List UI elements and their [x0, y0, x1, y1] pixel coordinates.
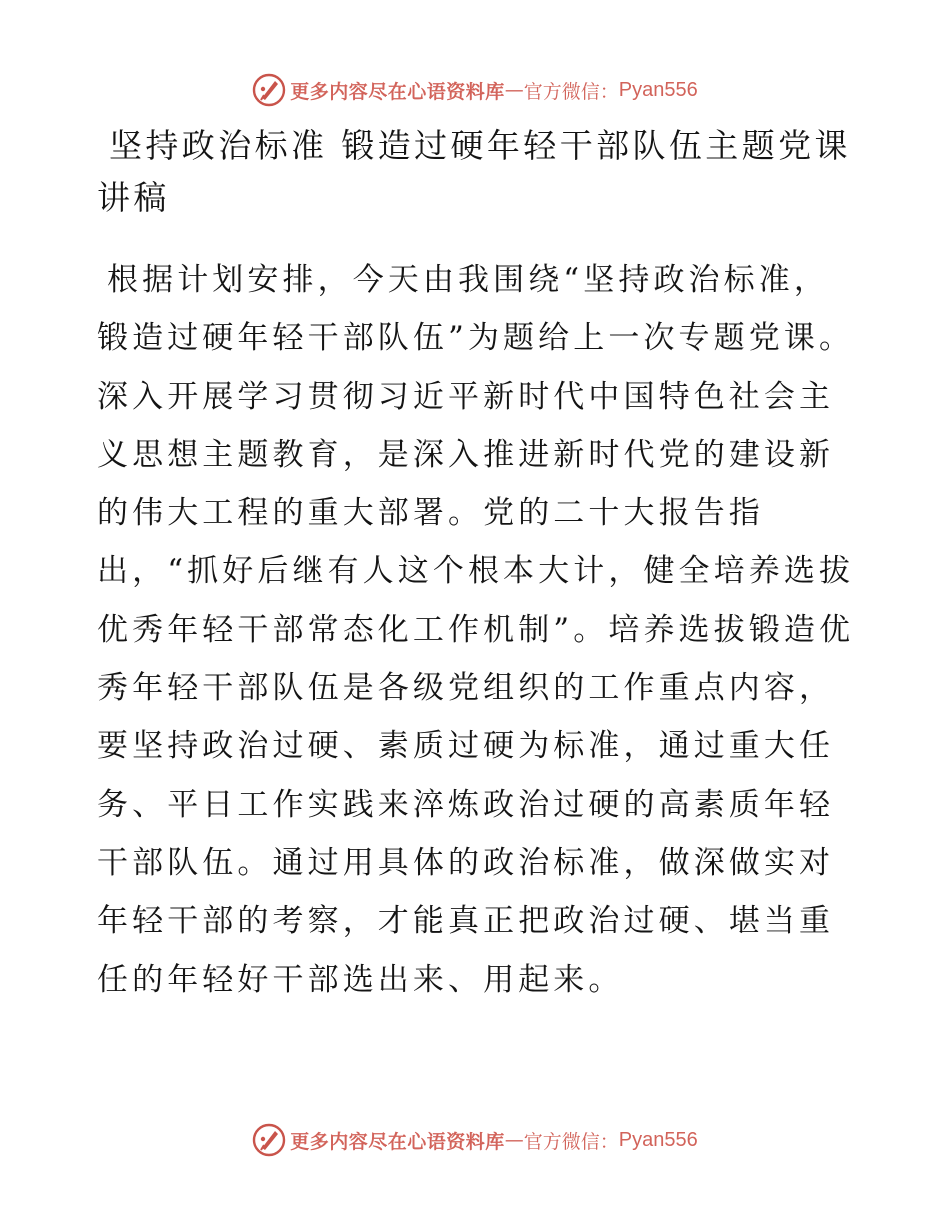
watermark-label: 官方微信：	[523, 1130, 619, 1153]
quill-logo-icon	[252, 73, 286, 107]
watermark-site-text: 更多内容尽在心语资料库	[290, 1130, 505, 1153]
watermark-wechat-id: Pyan556	[618, 1128, 698, 1151]
quill-logo-icon	[252, 1123, 286, 1157]
footer-watermark	[0, 1120, 950, 1160]
document-paragraph: 根据计划安排，今天由我围绕“坚持政治标准，锻造过硬年轻干部队伍”为题给上一次专题党课。深入开展学习贯彻习近平新时代中国特色社会主义思想主题教育，是深入推进新时代党的建设新的伟大工程的重大部署。党的二十大报告指出，“抓好后继有人这个根本大计，健全培养选拔优秀年轻干部常态化工作机制”。培养选拔锻造优秀年轻干部队伍是各级党组织的工作重点内容，要坚持政治过硬、素质过硬为标准，通过重大任务、平日工作实践来淬炼政治过硬的高素质年轻干部队伍。通过用具体的政治标准，做深做实对年轻干部的考察，才能真正把政治过硬、堪当重任的年轻好干部选出来、用起来。	[97, 262, 855, 998]
watermark-dash: —	[504, 79, 524, 101]
document-title: 坚持政治标准 锻造过硬年轻干部队伍主题党课讲稿	[97, 126, 851, 217]
header-watermark	[0, 70, 950, 110]
watermark-label: 官方微信：	[523, 80, 619, 103]
watermark-dash: —	[504, 1129, 524, 1151]
watermark-site-text: 更多内容尽在心语资料库	[290, 80, 505, 103]
watermark-wechat-id: Pyan556	[618, 78, 698, 101]
